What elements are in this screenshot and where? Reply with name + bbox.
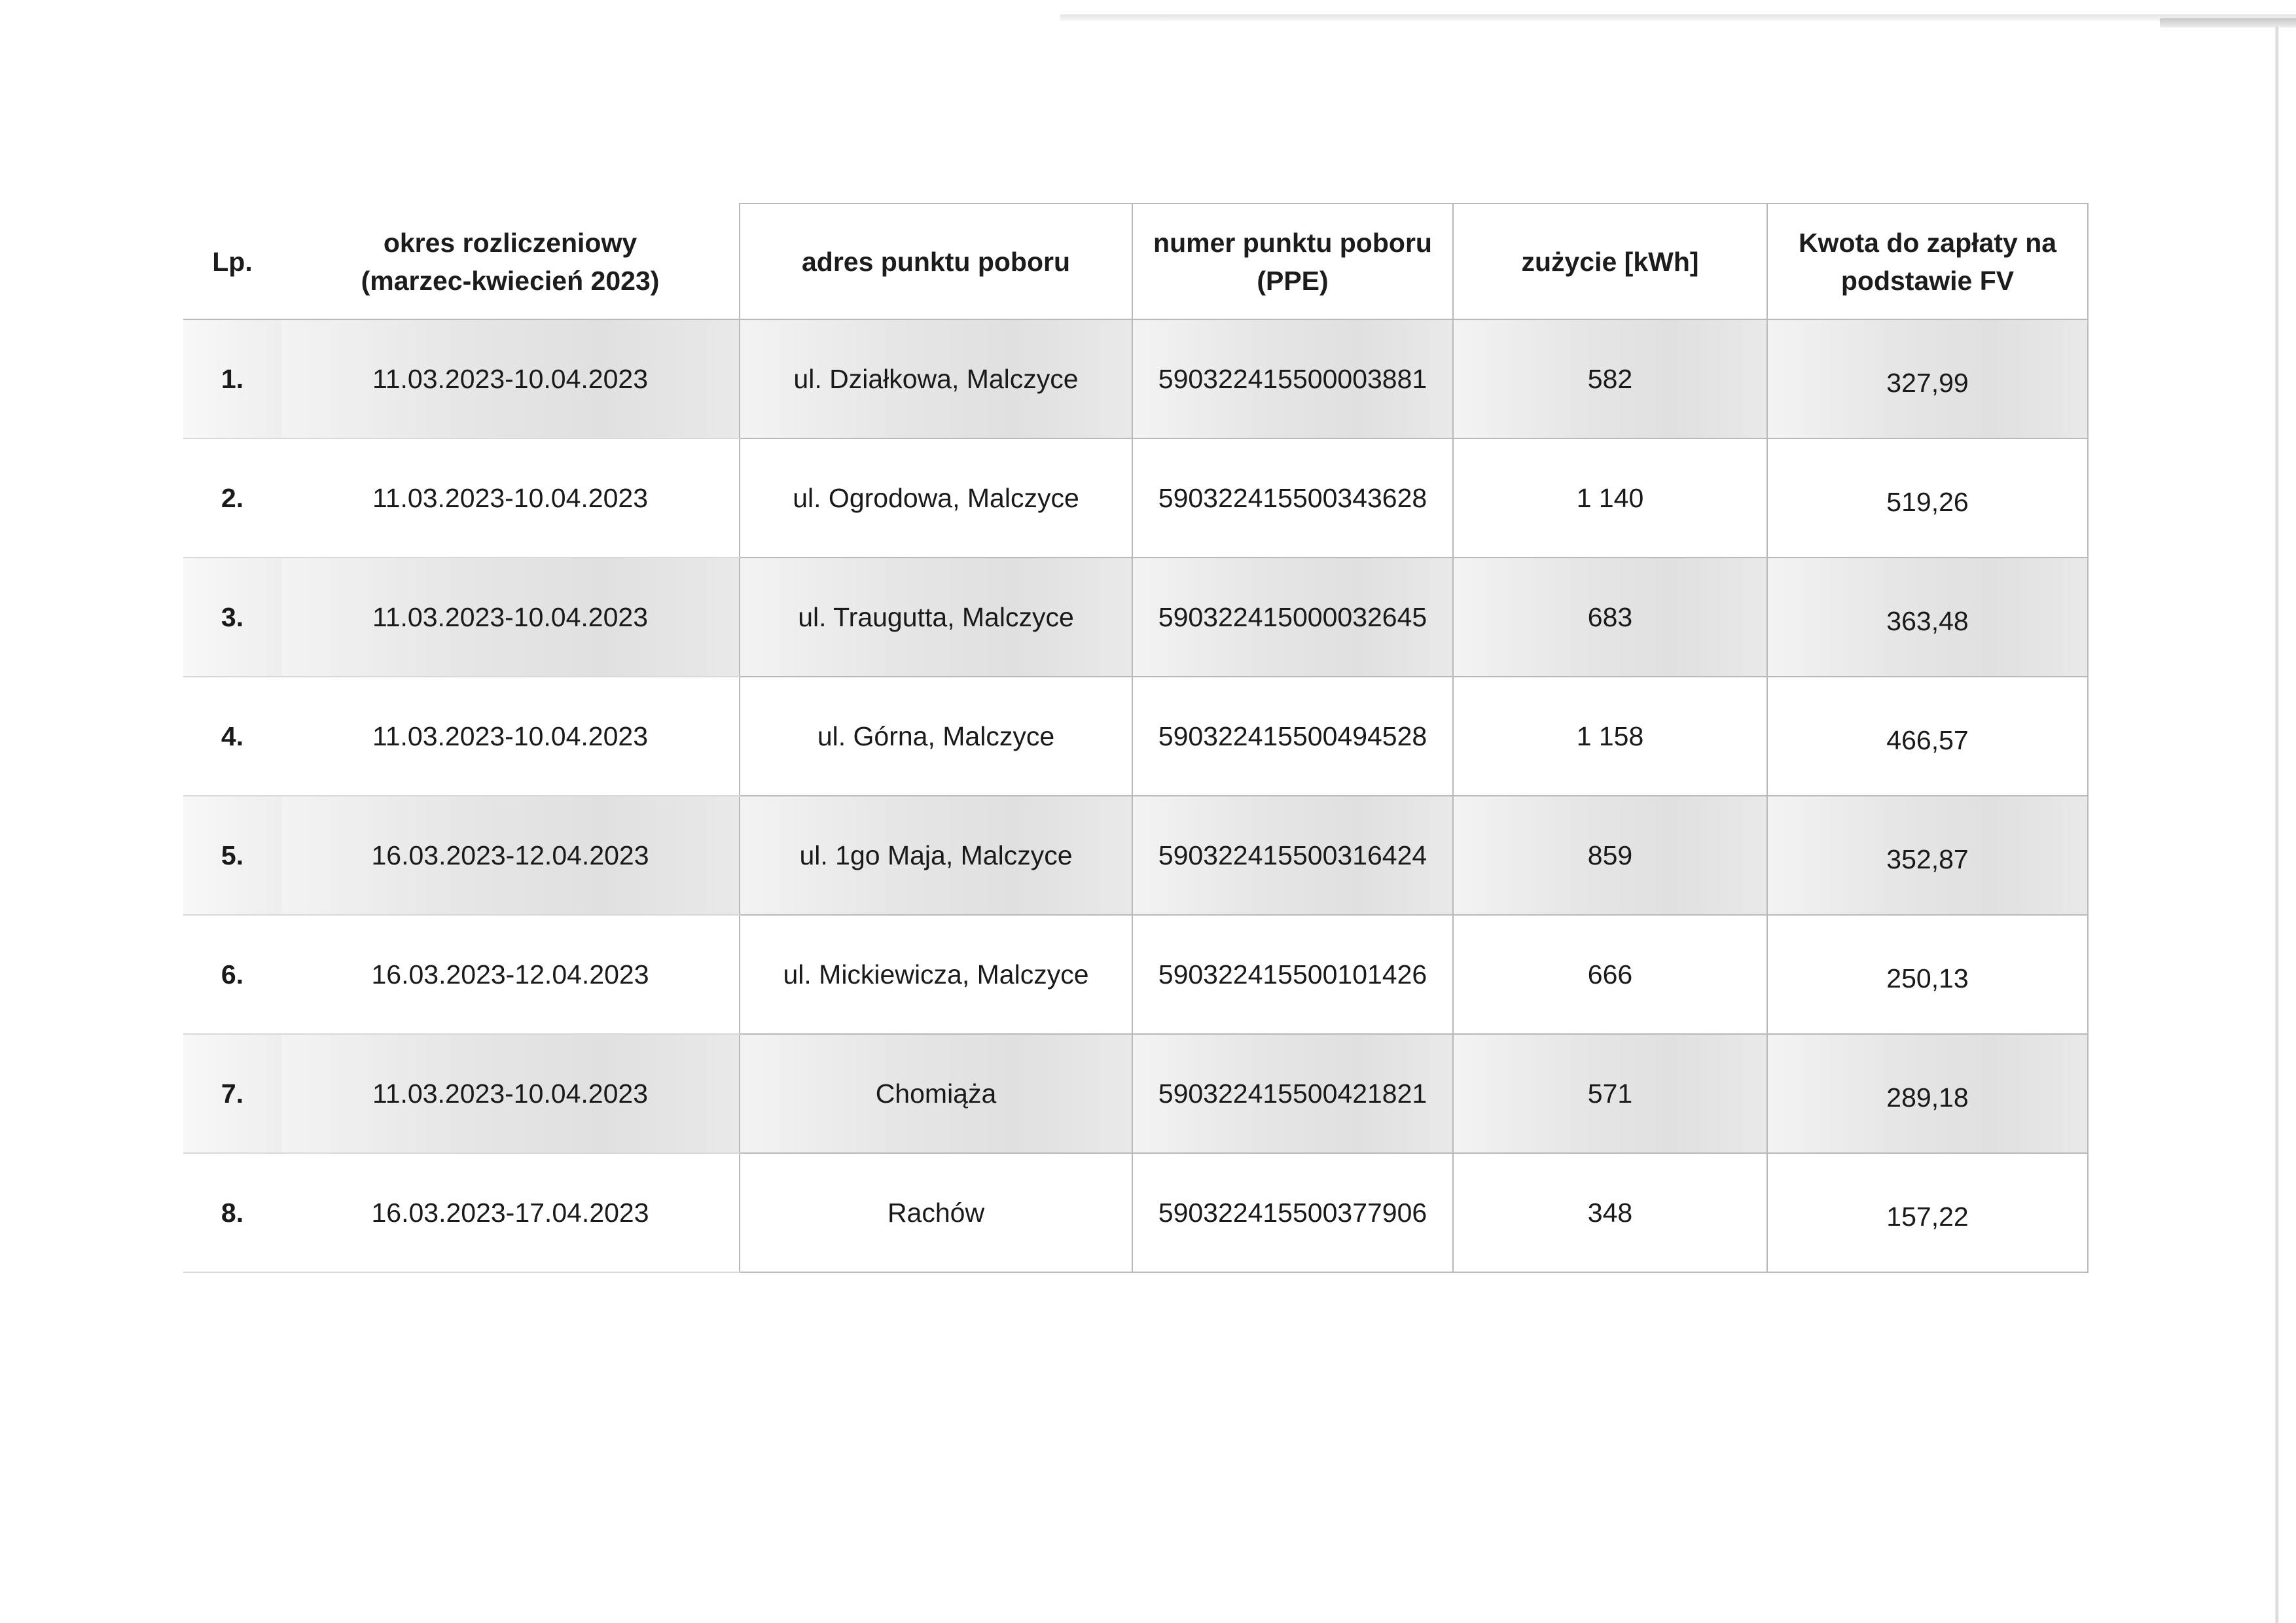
cell-usage: 666 [1453,915,1767,1034]
scan-edge-right [2275,26,2279,1623]
cell-period: 16.03.2023-12.04.2023 [281,796,740,915]
table-row [183,438,2088,558]
cell-lp: 6. [183,915,281,1034]
cell-usage: 571 [1453,1034,1767,1153]
cell-ppe: 590322415500343628 [1132,438,1453,558]
cell-amount: 363,48 [1767,558,2088,677]
cell-amount: 466,57 [1767,677,2088,796]
scan-edge-top [1060,14,2296,21]
cell-usage: 348 [1453,1153,1767,1272]
cell-amount: 352,87 [1767,796,2088,915]
header-period: okres rozliczeniowy (marzec-kwiecień 2023) [281,204,740,319]
cell-amount: 157,22 [1767,1153,2088,1272]
cell-ppe: 590322415500377906 [1132,1153,1453,1272]
billing-table-container [183,203,2088,1234]
billing-table [183,203,2089,1273]
table-row [183,319,2088,438]
cell-ppe: 590322415000032645 [1132,558,1453,677]
header-amount: Kwota do zapłaty na podstawie FV [1767,204,2088,319]
cell-period: 11.03.2023-10.04.2023 [281,677,740,796]
header-address: adres punktu poboru [740,204,1132,319]
cell-usage: 1 158 [1453,677,1767,796]
cell-ppe: 590322415500494528 [1132,677,1453,796]
table-row [183,1153,2088,1272]
cell-lp: 5. [183,796,281,915]
table-row [183,677,2088,796]
cell-usage: 859 [1453,796,1767,915]
cell-ppe: 590322415500316424 [1132,796,1453,915]
cell-lp: 7. [183,1034,281,1153]
header-usage: zużycie [kWh] [1453,204,1767,319]
cell-lp: 8. [183,1153,281,1272]
header-lp: Lp. [183,204,281,319]
cell-usage: 683 [1453,558,1767,677]
header-ppe: numer punktu poboru (PPE) [1132,204,1453,319]
cell-usage: 1 140 [1453,438,1767,558]
table-header-row [183,204,2088,319]
cell-period: 16.03.2023-12.04.2023 [281,915,740,1034]
cell-period: 11.03.2023-10.04.2023 [281,558,740,677]
cell-address: ul. 1go Maja, Malczyce [740,796,1132,915]
cell-ppe: 590322415500101426 [1132,915,1453,1034]
cell-address: ul. Ogrodowa, Malczyce [740,438,1132,558]
table-row [183,796,2088,915]
cell-address: Rachów [740,1153,1132,1272]
cell-lp: 1. [183,319,281,438]
cell-lp: 3. [183,558,281,677]
cell-period: 16.03.2023-17.04.2023 [281,1153,740,1272]
cell-address: ul. Traugutta, Malczyce [740,558,1132,677]
cell-address: Chomiąża [740,1034,1132,1153]
cell-lp: 4. [183,677,281,796]
cell-lp: 2. [183,438,281,558]
cell-ppe: 590322415500003881 [1132,319,1453,438]
cell-address: ul. Mickiewicza, Malczyce [740,915,1132,1034]
cell-amount: 289,18 [1767,1034,2088,1153]
cell-usage: 582 [1453,319,1767,438]
cell-period: 11.03.2023-10.04.2023 [281,438,740,558]
cell-amount: 327,99 [1767,319,2088,438]
cell-address: ul. Działkowa, Malczyce [740,319,1132,438]
cell-amount: 519,26 [1767,438,2088,558]
table-row [183,915,2088,1034]
cell-amount: 250,13 [1767,915,2088,1034]
cell-period: 11.03.2023-10.04.2023 [281,319,740,438]
cell-ppe: 590322415500421821 [1132,1034,1453,1153]
cell-address: ul. Górna, Malczyce [740,677,1132,796]
cell-period: 11.03.2023-10.04.2023 [281,1034,740,1153]
table-row [183,558,2088,677]
table-row [183,1034,2088,1153]
